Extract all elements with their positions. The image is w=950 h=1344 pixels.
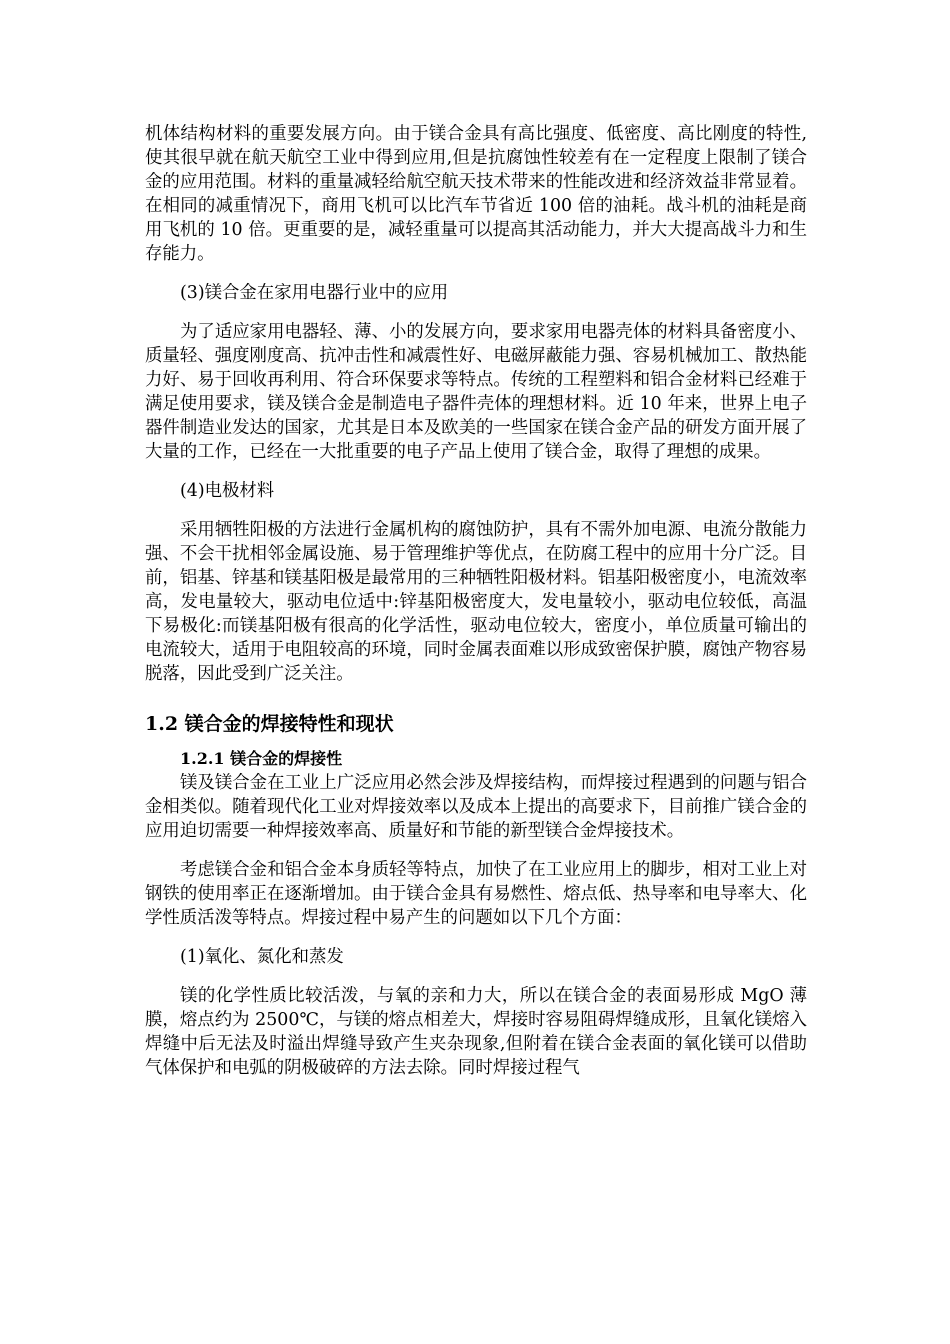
document-page [145, 122, 807, 1080]
list-heading-oxidation: (1)氧化、氮化和蒸发 [180, 947, 344, 967]
paragraph-weldability-intro: 镁及镁合金在工业上广泛应用必然会涉及焊接结构，而焊接过程遇到的问题与铝合金相类似。随着现代化工业对焊接效率以及成本上提出的高要求下，目前推广镁合金的应用迫切需要一种焊接效率高、质量好和节能的新型镁合金焊接技术。 [145, 773, 807, 841]
subsection-heading-weldability: 1.2.1 镁合金的焊接性 [180, 749, 343, 768]
paragraph-home-appliances: 为了适应家用电器轻、薄、小的发展方向，要求家用电器壳体的材料具备密度小、质量轻、强度刚度高、抗冲击性和减震性好、电磁屏蔽能力强、容易机械加工、散热能力好、易于回收再利用、符合环保要求等特点。传统的工程塑料和铝合金材料已经难于满足使用要求，镁及镁合金是制造电子器件壳体的理想材料。近 10 年来，世界上电子器件制造业发达的国家，尤其是日本及欧美的一些国家在镁合金产品的研发方面开展了大量的工作，已经在一大批重要的电子产品上使用了镁合金，取得了理想的成果。 [145, 322, 807, 462]
list-heading-home-appliances: (3)镁合金在家用电器行业中的应用 [180, 283, 449, 303]
paragraph-electrode-materials: 采用牺牲阳极的方法进行金属机构的腐蚀防护，具有不需外加电源、电流分散能力强、不会干扰相邻金属设施、易于管理维护等优点，在防腐工程中的应用十分广泛。目前，铝基、锌基和镁基阳极是最常用的三种牺牲阳极材料。铝基阳极密度小，电流效率高，发电量较大，驱动电位适中:锌基阳极密度大，发电量较小，驱动电位较低，高温下易极化:而镁基阳极有很高的化学活性，驱动电位较大，密度小，单位质量可输出的电流较大，适用于电阻较高的环境，同时金属表面难以形成致密保护膜，腐蚀产物容易脱落，因此受到广泛关注。 [145, 520, 807, 684]
list-heading-electrode-materials: (4)电极材料 [180, 481, 275, 501]
section-heading-welding: 1.2 镁合金的焊接特性和现状 [145, 713, 394, 735]
paragraph-oxidation: 镁的化学性质比较活泼，与氧的亲和力大，所以在镁合金的表面易形成 MgO 薄膜，熔点约为 2500℃，与镁的熔点相差大，焊接时容易阻碍焊缝成形，且氧化镁熔入焊缝中后无法及时溢出焊缝导致产生夹杂现象,但附着在镁合金表面的氧化镁可以借助气体保护和电弧的阴极破碎的方法去除。同时焊接过程气 [145, 986, 807, 1078]
paragraph-aerospace-continued: 机体结构材料的重要发展方向。由于镁合金具有高比强度、低密度、高比刚度的特性,使其很早就在航天航空工业中得到应用,但是抗腐蚀性较差有在一定程度上限制了镁合金的应用范围。材料的重量减轻给航空航天技术带来的性能改进和经济效益非常显着。在相同的减重情况下，商用飞机可以比汽车节省近 100 倍的油耗。战斗机的油耗是商用飞机的 10 倍。更重要的是，减轻重量可以提高其活动能力，并大大提高战斗力和生存能力。 [145, 124, 807, 264]
paragraph-welding-problems: 考虑镁合金和铝合金本身质轻等特点，加快了在工业应用上的脚步，相对工业上对钢铁的使用率正在逐渐增加。由于镁合金具有易燃性、熔点低、热导率和电导率大、化学性质活泼等特点。焊接过程中易产生的问题如以下几个方面： [145, 860, 807, 928]
